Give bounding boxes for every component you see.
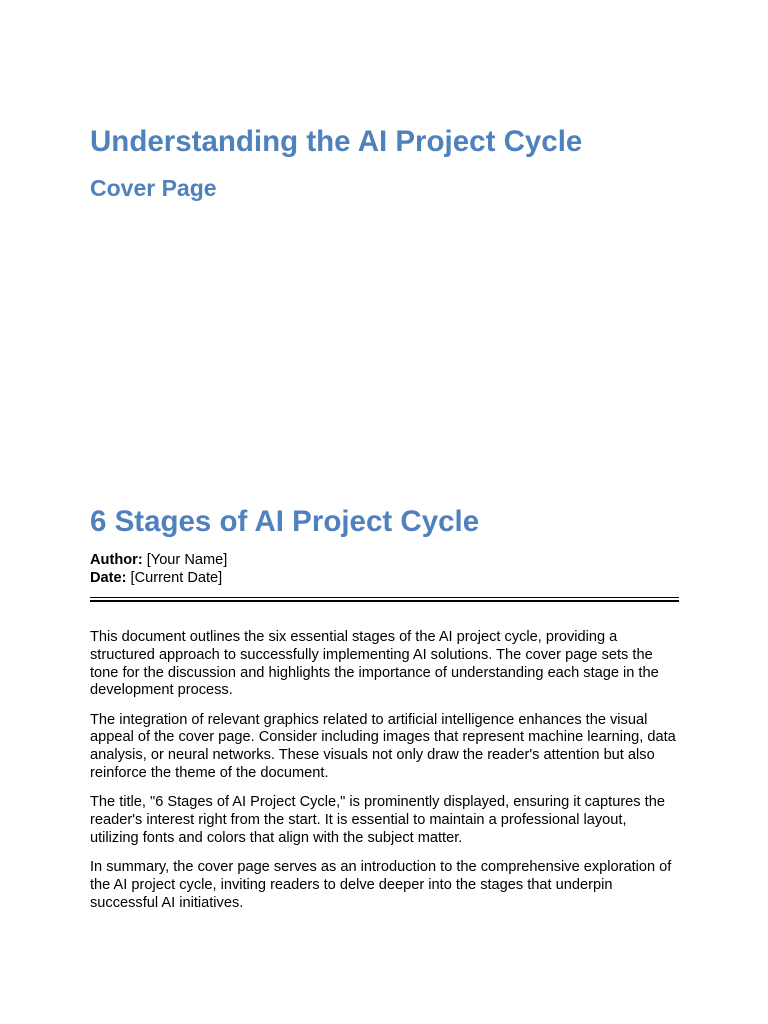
document-meta bbox=[90, 551, 227, 587]
document-title: Understanding the AI Project Cycle bbox=[90, 125, 583, 158]
divider-rule bbox=[90, 597, 679, 598]
document-subtitle: Cover Page bbox=[90, 175, 217, 201]
paragraph: The title, "6 Stages of AI Project Cycle," is prominently displayed, ensuring it captures the reader's interest right from the start. It is essential to maintain a professional layout, utilizing fonts and colors that align with the subject matter. bbox=[90, 794, 665, 846]
paragraph: In summary, the cover page serves as an introduction to the comprehensive exploration of the AI project cycle, inviting readers to delve deeper into the stages that underpin successful AI initiatives. bbox=[90, 859, 672, 911]
paragraph: This document outlines the six essential stages of the AI project cycle, providing a structured approach to successfully implementing AI solutions. The cover page sets the tone for the discussion and highlights the importance of understanding each stage in the development process. bbox=[90, 629, 659, 699]
author-label: Author: bbox=[90, 552, 143, 568]
date-line bbox=[90, 569, 227, 587]
divider-rule-double bbox=[90, 600, 679, 602]
section-heading: 6 Stages of AI Project Cycle bbox=[90, 505, 480, 538]
body-text bbox=[90, 629, 679, 924]
paragraph: The integration of relevant graphics related to artificial intelligence enhances the visual appeal of the cover page. Consider including images that represent machine learning, data analysis, or neural networks. These visuals not only draw the reader's attention but also reinforce the theme of the document. bbox=[90, 711, 676, 782]
document-page bbox=[90, 0, 679, 1024]
date-label: Date: bbox=[90, 570, 127, 586]
author-line bbox=[90, 551, 227, 569]
author-value: [Your Name] bbox=[142, 552, 228, 568]
date-value: [Current Date] bbox=[126, 570, 223, 586]
